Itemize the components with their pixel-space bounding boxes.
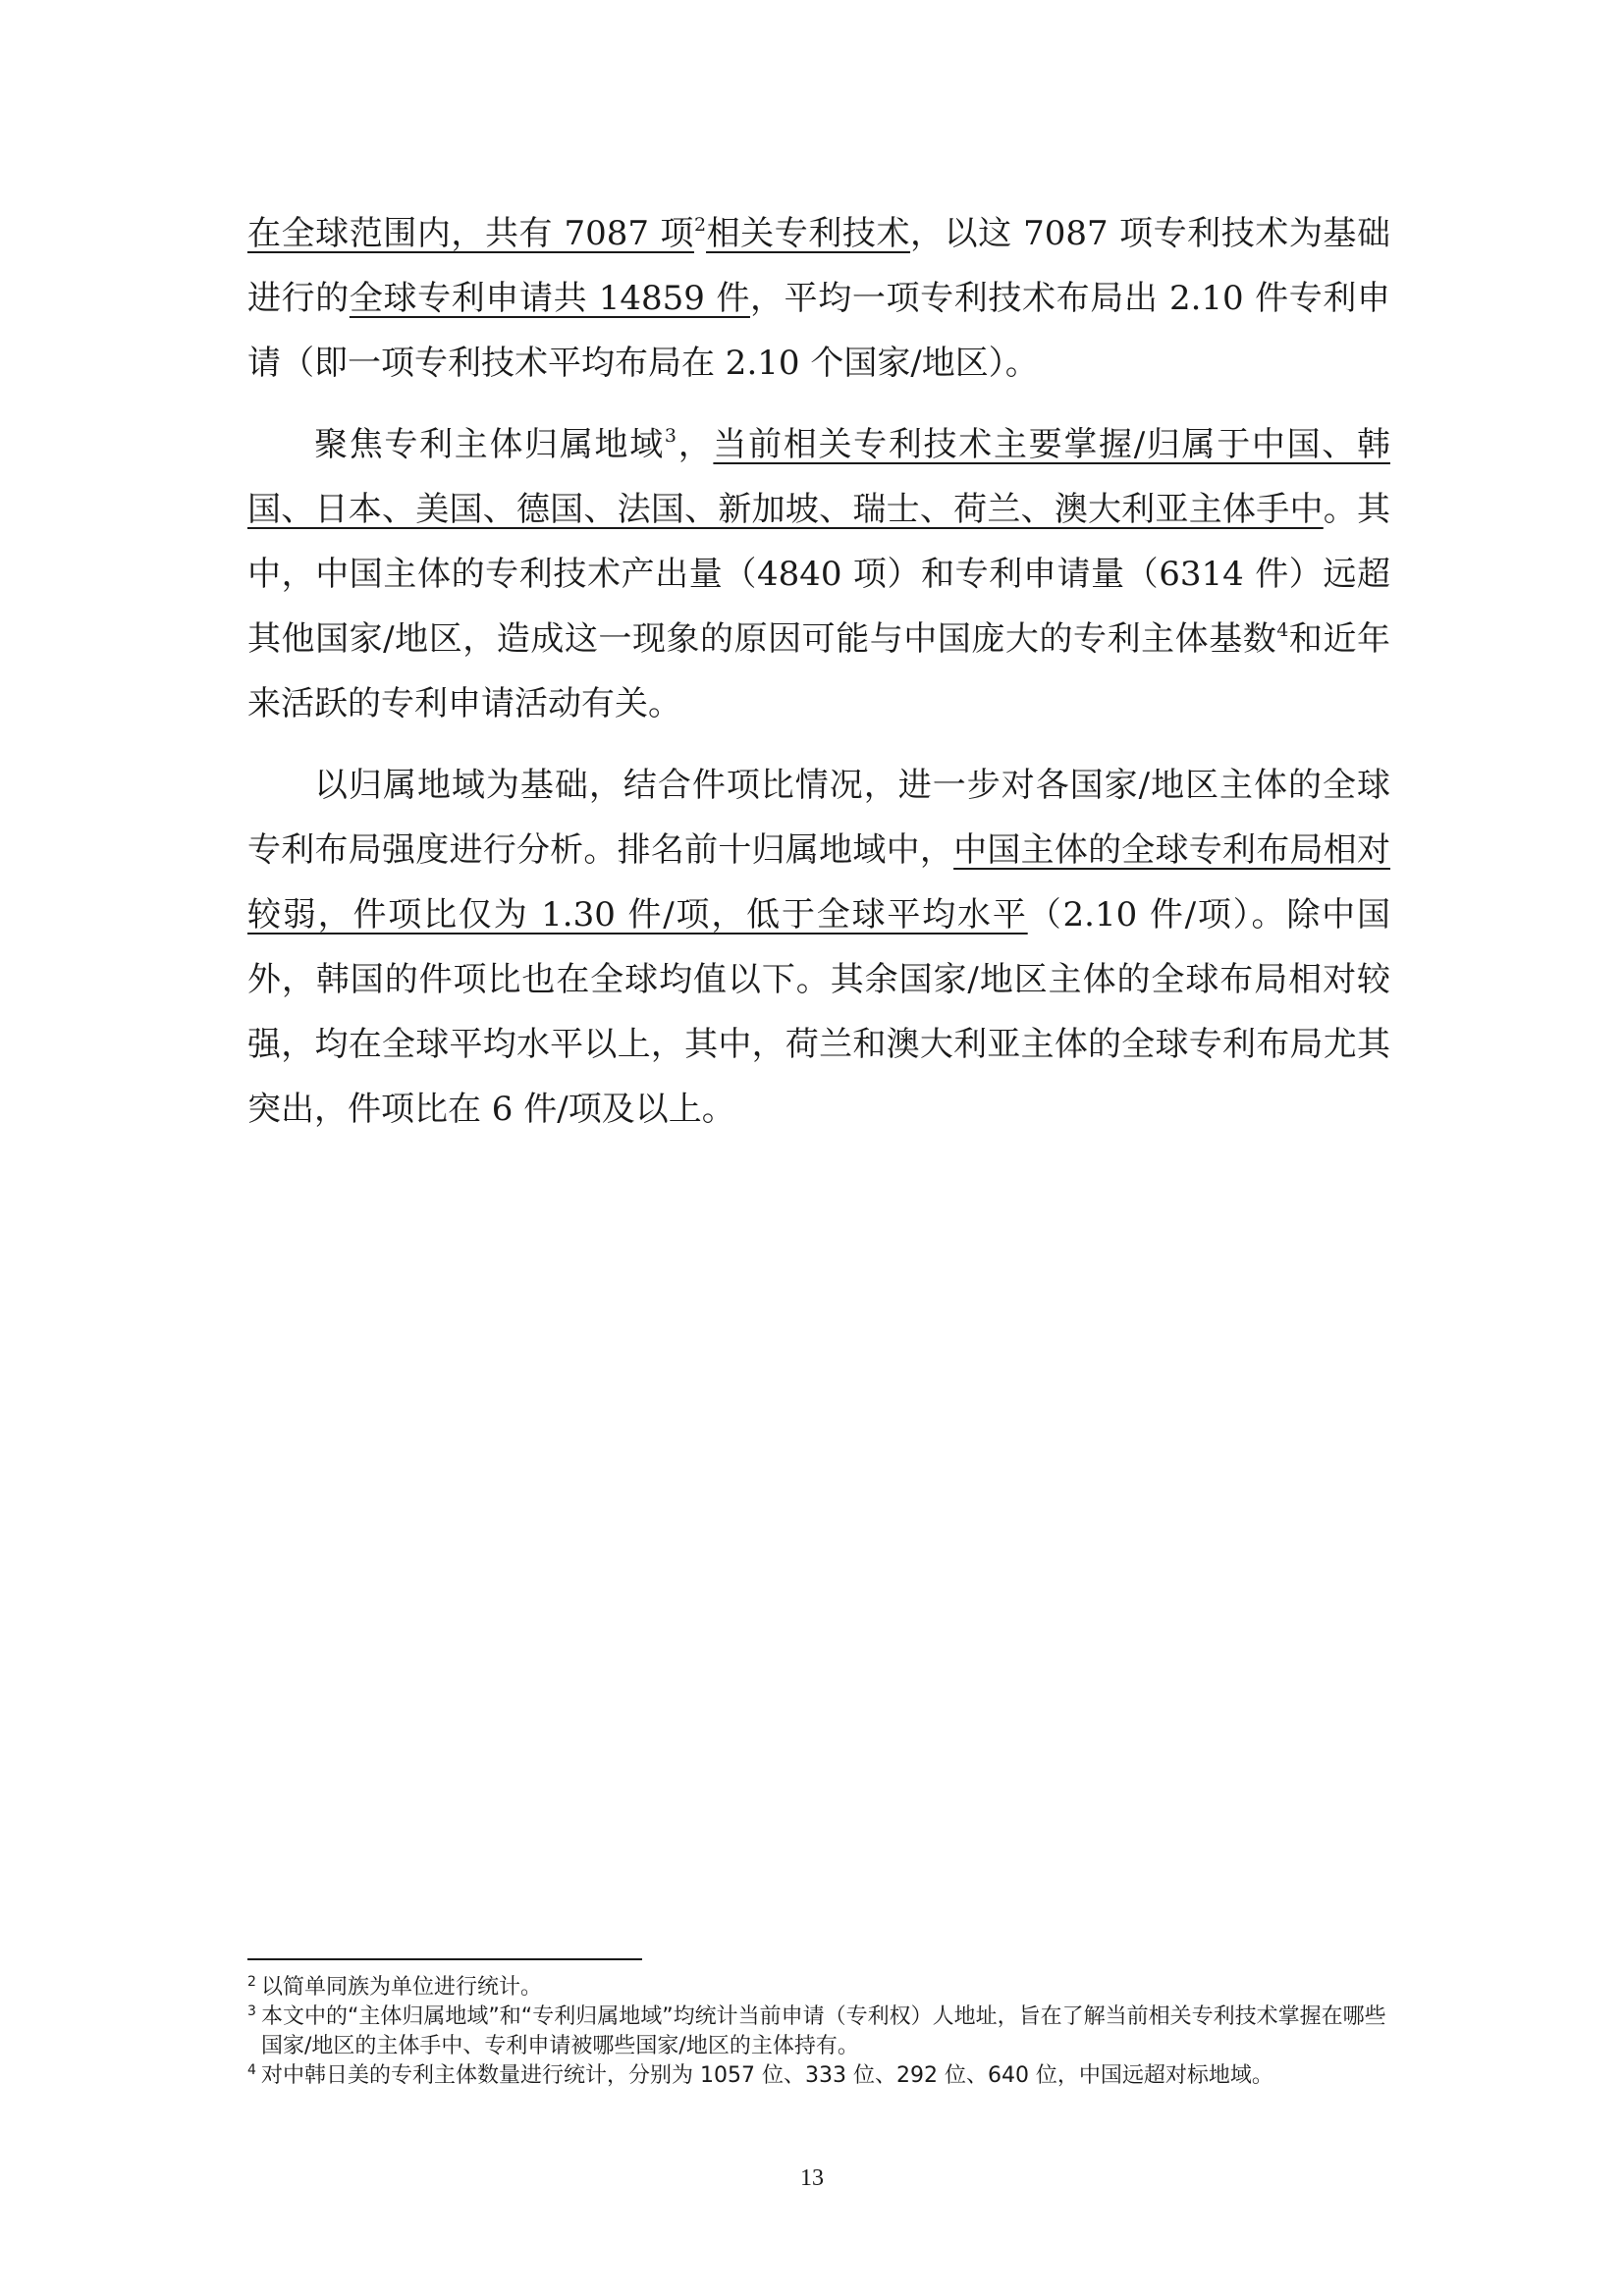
text-segment: 相关专利技术 bbox=[706, 214, 911, 253]
text-segment: 当前相关专利技术主要掌握/归属于中国、韩国、日本、美国、德国、法国、新加坡、瑞士、荷兰、澳大利亚主体手中 bbox=[247, 425, 1390, 529]
footnote-4 bbox=[247, 2061, 1390, 2091]
footnote-text: 以简单同族为单位进行统计。 bbox=[261, 1975, 543, 2000]
footnote-number: 3 bbox=[247, 2003, 256, 2019]
footnote-separator bbox=[247, 1958, 642, 1960]
text-segment: 以归属地域为基础，结合件项比情况，进一步对各国家/地区主体的全球专利布局强度进行分析。排名前十归属地域中， bbox=[247, 766, 1390, 870]
text-segment: 和近年来活跃的专利申请活动有关。 bbox=[247, 619, 1391, 723]
text-segment: 全球专利申请共 14859 件 bbox=[349, 279, 750, 318]
footnote-2 bbox=[247, 1973, 1390, 2002]
text-segment: ，以这 7087 项专利技术为基础进行的 bbox=[247, 214, 1390, 318]
footnote-number: 2 bbox=[247, 1974, 256, 1990]
footnote-3 bbox=[247, 2002, 1390, 2061]
paragraph-3 bbox=[247, 753, 1390, 1142]
text-segment: 。其中，中国主体的专利技术产出量（4840 项）和专利申请量（6314 件）远超其他国家/地区，造成这一现象的原因可能与中国庞大的专利主体基数 bbox=[247, 490, 1391, 659]
text-segment: （2.10 件/项）。除中国外，韩国的件项比也在全球均值以下。其余国家/地区主体的全球布局相对较强，均在全球平均水平以上，其中，荷兰和澳大利亚主体的全球专利布局尤其突出，件项比在 6 件/项及以上。 bbox=[247, 895, 1390, 1129]
footnote-text: 对中韩日美的专利主体数量进行统计，分别为 1057 位、333 位、292 位、640 位，中国远超对标地域。 bbox=[261, 2063, 1273, 2088]
text-segment: ， bbox=[677, 425, 714, 464]
text-segment: 在全球范围内，共有 7087 项 bbox=[247, 214, 694, 253]
footnote-ref-4[interactable]: 4 bbox=[1276, 619, 1289, 641]
text-segment: ，平均一项专利技术布局出 2.10 件专利申请（即一项专利技术平均布局在 2.10 个国家/地区）。 bbox=[247, 279, 1390, 383]
page-number: 13 bbox=[800, 2165, 824, 2191]
footnote-ref-2[interactable]: 2 bbox=[693, 214, 707, 236]
footnote-ref-3[interactable]: 3 bbox=[664, 425, 677, 447]
text-segment: 聚焦专利主体归属地域 bbox=[314, 425, 665, 464]
text-segment: 中国主体的全球专利布局相对较弱，件项比仅为 1.30 件/项，低于全球平均水平 bbox=[247, 830, 1391, 934]
footnote-text: 本文中的“主体归属地域”和“专利归属地域”均统计当前申请（专利权）人地址，旨在了解当前相关专利技术掌握在哪些国家/地区的主体手中、专利申请被哪些国家/地区的主体持有。 bbox=[261, 2004, 1386, 2058]
paragraph-2 bbox=[247, 412, 1390, 736]
paragraph-1 bbox=[247, 201, 1390, 396]
footnotes bbox=[247, 1973, 1390, 2091]
footnote-number: 4 bbox=[247, 2062, 256, 2078]
